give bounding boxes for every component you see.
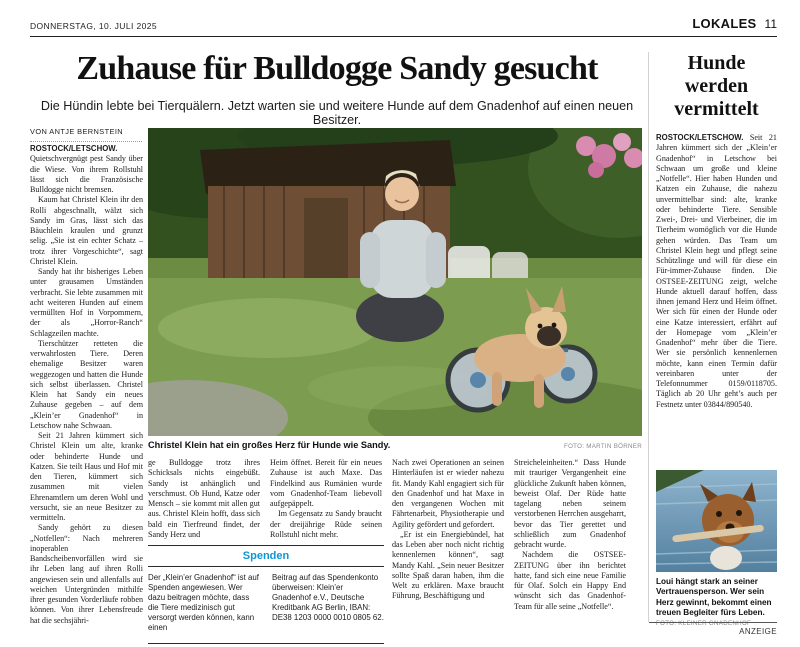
donation-columns [148, 573, 384, 633]
page-header [30, 16, 777, 31]
paragraph: „Er ist ein Energiebündel, hat das Leben aber noch nicht richtig kennenlernen können“, sagt Mandy Kahl. „Sein neuer Besitzer sollte Spaß daran haben, ihm die Welt zu erklären. Maxe braucht Führung, Beschäftigung und [392, 529, 504, 601]
paragraph: Sandy gehört zu diesen „Notfellen“: Nach mehreren inoperablen Bandscheibenvorfällen wird sie ihr Leben lang auf ihren Rolli angewiesen sein und allenfalls auf weichen Untergründen mithilfe ihrer gesunden Vorderläufe robben können. Von ihrer Lebensfreude hat die sechsjähri- [30, 523, 143, 625]
donation-text-left: Der „Klein’er Gnadenhof“ ist auf Spenden angewiesen. Wer dazu beitragen möchte, dass die Tiere medizinisch gut versorgt werden können, kann einen [148, 573, 259, 632]
anzeige-rule [649, 622, 777, 623]
article-column-4 [392, 458, 504, 636]
photo-caption: Christel Klein hat ein großes Herz für Hunde wie Sandy. [148, 440, 391, 450]
donation-text-right: Beitrag auf das Spendenkonto überweisen: Klein’er Gnadenhof e.V., Deutsche Kreditbank AG Berlin, IBAN: DE38 1203 0000 0010 0805 62. [272, 573, 384, 622]
sidebar-headline: Hunde werden vermittelt [674, 52, 759, 120]
paragraph: Sandy hat ihr bisheriges Leben unter grausamen Umständen verbracht. Sie lebte zusammen mit acht weiteren Hunden auf einem vermüllten Hof in Vorpommern, der als „Horror-Ranch“ Schlagzeilen machte. [30, 267, 143, 338]
photo-credit: FOTO: MARTIN BÖRNER [563, 443, 642, 450]
paragraph [30, 144, 143, 195]
page-number: 11 [764, 17, 777, 31]
paragraph: ge Bulldogge trotz ihres Schicksals nichts eingebüßt. Sandy ist anhänglich und verschmust. Ob Hund, Katze oder Mensch – sie kommt mit allen gut aus. Christel Klein hofft, dass sich bald ein Tierfreund findet, der Sandy Herz und [148, 458, 260, 539]
paragraph-text: Quietschvergnügt pest Sandy über die Wiese. Von ihrem Rollstuhl lässt sich die Französische Bulldogge nicht bremsen. [30, 154, 143, 194]
garden-scene-illustration [148, 128, 642, 436]
column-divider [648, 52, 649, 622]
paragraph [656, 133, 777, 410]
byline: VON ANTJE BERNSTEIN [30, 127, 142, 142]
paragraph-text: Seit 21 Jahren kümmert sich der „Klein’er Gnadenhof“ in Letschow bei Schwaan um große und kleine „Notfelle“. Hier haben Hunden und Katzen ein Zuhause, die nahezu unvermittelbar sind: alte, kranke oder behinderte Tiere. Sensible Zwei-, Drei- und Vierbeiner, die im Tierheim womöglich vor die Hunde gehen würden. Das Team um Christel Klein hegt und pflegt seine Schützlinge und will für diese ein Für-immer-Zuhause finden. Die OSTSEE-ZEITUNG zeigt, welche Hunde aktuell darauf hoffen, dass ihnen jemand Herz und Heim öffnet. Wer sich für einen der Hunde oder eine Katze interessiert, erfährt auf der Homepage vom „Klein’er Gnadenhof“ mehr über die Tiere. Wer sie persönlich kennenlernen möchte, kann einen Termin dafür vereinbaren unter der Telefonnummer 0159/0118705. Täglich ab 20 Uhr geht’s auch per Festnetz unter 03844/890540. [656, 133, 777, 409]
sidebar-body [656, 133, 777, 466]
headline: Zuhause für Bulldogge Sandy gesucht [76, 50, 598, 87]
article-column-2 [148, 458, 260, 544]
sidebar-photo-credit: FOTO: KLEINER GNADENHOF [656, 620, 752, 628]
paragraph: Im Gegensatz zu Sandy braucht der dreijährige Rüde seinen Rollstuhl nicht mehr. [270, 509, 382, 539]
section-label: LOKALES [692, 16, 757, 31]
paragraph: Nach zwei Operationen an seinen Hinterläufen ist er wieder nahezu fit. Mandy Kahl engagiert sich für den Gnadenhof und hat Maxe in den vergangenen Wochen mit Fährtenarbeit, Physiotherapie und Agility gefördert und gefordert. [392, 458, 504, 529]
paragraph: Nachdem die OSTSEE-ZEITUNG über ihn berichtet hatte, fand sich eine neue Familie für Olaf. Solch ein Happy End wünscht sich das Gnadenhof-Team für alle seine „Notfelle“. [514, 550, 626, 611]
donation-rule [148, 566, 384, 567]
date-label: DONNERSTAG, 10. JULI 2025 [30, 21, 157, 31]
paragraph: Heim öffnet. Bereit für ein neues Zuhause ist auch Maxe. Das Findelkind aus Rumänien wurde vom Gnadenhof-Team liebevoll aufgepäppelt. [270, 458, 382, 508]
sidebar-dateline: ROSTOCK/LETSCHOW. [656, 133, 744, 142]
main-photo [148, 128, 642, 436]
paragraph: Streicheleinheiten.“ Dass Hunde mit trauriger Vergangenheit eine glückliche Zukunft haben können, beweist Olaf. Der Rüde hatte tagelang neben seinem verstorbenen Herrchen ausgeharrt, bevor das Tier gerettet und schließlich zum Gnadenhof gebracht wurde. [514, 458, 626, 549]
dog-in-water-illustration [656, 470, 777, 572]
section-block [692, 16, 777, 31]
article-column-5 [514, 458, 626, 636]
sidebar-photo [656, 470, 777, 572]
sidebar-caption-text: Loui hängt stark an seiner Vertrauensperson. Wer sein Herz gewinnt, bekommt einen treuen Begleiter fürs Leben. [656, 577, 772, 617]
dateline: ROSTOCK/LETSCHOW. [30, 144, 118, 153]
subhead: Die Hündin lebte bei Tierquälern. Jetzt warten sie und weitere Hunde auf dem Gnadenhof auf einen neuen Besitzer. [40, 99, 634, 127]
caption-row [148, 440, 642, 450]
donation-box [148, 545, 384, 644]
article-left-column [30, 144, 143, 634]
donation-title: Spenden [242, 550, 290, 562]
paragraph: Kaum hat Christel Klein ihr den Rolli abgeschnallt, wälzt sich Sandy im Gras, lässt sich das Bäuchlein kraulen und grunzt selig. „Sie ist ein echter Schatz – trotz ihrer Vorgeschichte“, sagt Christel Klein. [30, 195, 143, 266]
anzeige-label: ANZEIGE [739, 627, 777, 636]
paragraph: Seit 21 Jahren kümmert sich Christel Klein um alte, kranke oder behinderte Hunde und Katzen. Sie teilt Haus und Hof mit den Tieren, kümmert sich zusammen mit vielen Ehrenamtlern um deren Wohl und versucht, sie an neue Besitzer zu vermitteln. [30, 431, 143, 522]
article-column-3 [270, 458, 382, 544]
paragraph: Tierschützer retteten die verwahrlosten Tiere. Deren ehemalige Besitzer waren weggezogen und hatten die Hunde sich selbst überlassen. Christel Klein hat Sandy ein neues Zuhause gegeben – auf dem „Klein’er Gnadenhof“ in Letschow nahe Schwaan. [30, 338, 143, 430]
header-rule [30, 36, 777, 37]
